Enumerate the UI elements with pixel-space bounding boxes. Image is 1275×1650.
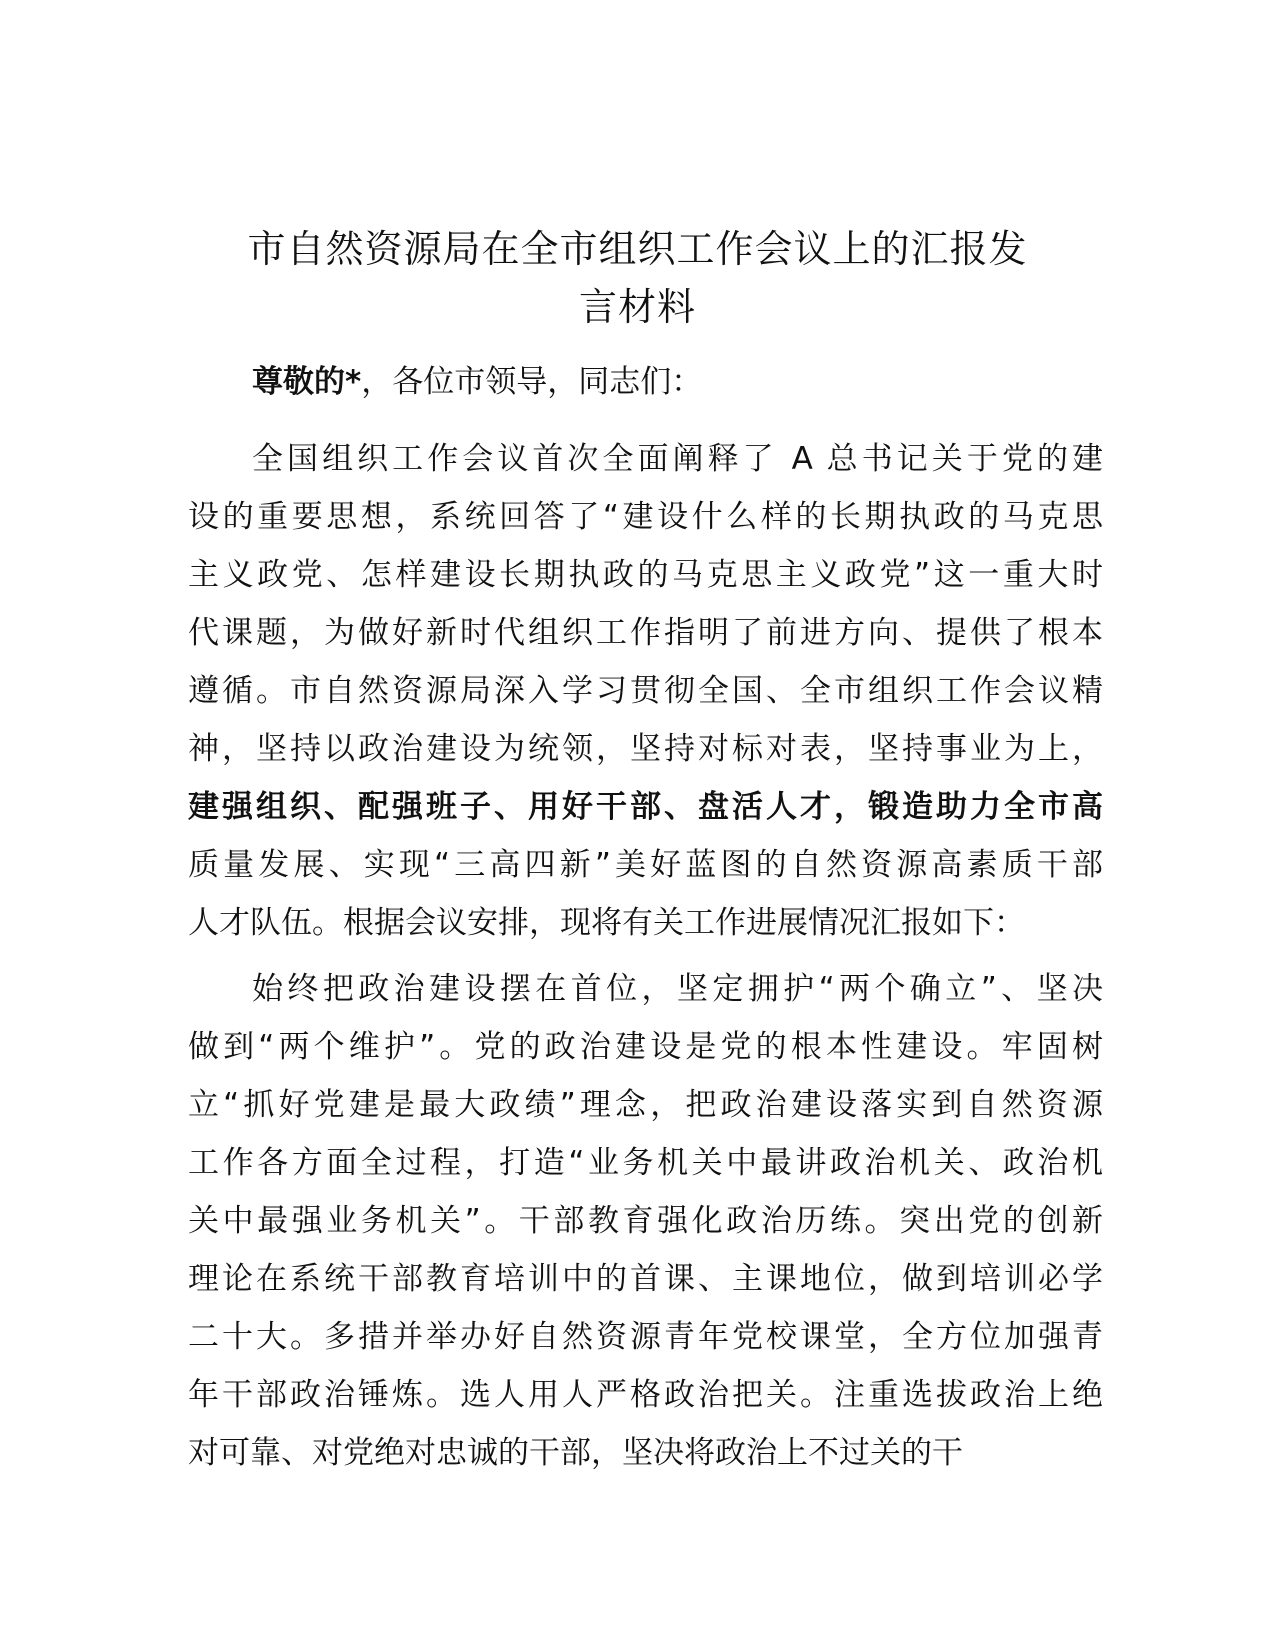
paragraph-line: 工作各方面全过程，打造“业务机关中最讲政治机关、政治机 [188, 1145, 1103, 1181]
paragraph-line: 设的重要思想，系统回答了“建设什么样的长期执政的马克思 [188, 499, 1103, 535]
paragraph-line: 代课题，为做好新时代组织工作指明了前进方向、提供了根本 [188, 615, 1103, 651]
paragraph-1 [188, 430, 1103, 952]
title-line-1: 市自然资源局在全市组织工作会议上的汇报发 [247, 227, 1028, 271]
paragraph-line-bold [188, 778, 1103, 836]
paragraph-line: 质量发展、实现“三高四新”美好蓝图的自然资源高素质干部 [188, 847, 1103, 883]
paragraph-line: 遵循。市自然资源局深入学习贯彻全国、全市组织工作会议精 [188, 673, 1103, 709]
paragraph-line: 神，坚持以政治建设为统领，坚持对标对表，坚持事业为上， [188, 731, 1103, 767]
title-line-2: 言材料 [578, 285, 696, 329]
paragraph-line: 始终把政治建设摆在首位，坚定拥护“两个确立”、坚决 [252, 971, 1103, 1007]
document-title [180, 220, 1095, 336]
paragraph-line: 做到“两个维护”。党的政治建设是党的根本性建设。牢固树 [188, 1029, 1103, 1065]
salutation-rest: ，各位市领导，同志们： [361, 364, 703, 400]
paragraph-line: 二十大。多措并举办好自然资源青年党校课堂，全方位加强青 [188, 1319, 1103, 1355]
paragraph-line: 对可靠、对党绝对忠诚的干部，坚决将政治上不过关的干 [188, 1435, 963, 1471]
paragraph-2 [188, 960, 1103, 1482]
paragraph-line: 理论在系统干部教育培训中的首课、主课地位，做到培训必学 [188, 1261, 1103, 1297]
salutation-lead: 尊敬的* [252, 364, 362, 400]
paragraph-line: 主义政党、怎样建设长期执政的马克思主义政党”这一重大时 [188, 557, 1103, 593]
paragraph-line: 年干部政治锤炼。选人用人严格政治把关。注重选拔政治上绝 [188, 1377, 1103, 1413]
paragraph-line: 人才队伍。根据会议安排，现将有关工作进展情况汇报如下： [188, 905, 1025, 941]
paragraph-line: 全国组织工作会议首次全面阐释了 A 总书记关于党的建 [252, 441, 1103, 477]
bold-text: 建强组织、配强班子、用好干部、盘活人才，锻造助力全市高 [188, 789, 1103, 825]
salutation [188, 360, 1103, 404]
paragraph-line: 关中最强业务机关”。干部教育强化政治历练。突出党的创新 [188, 1203, 1103, 1239]
paragraph-line: 立“抓好党建是最大政绩”理念，把政治建设落实到自然资源 [188, 1087, 1103, 1123]
